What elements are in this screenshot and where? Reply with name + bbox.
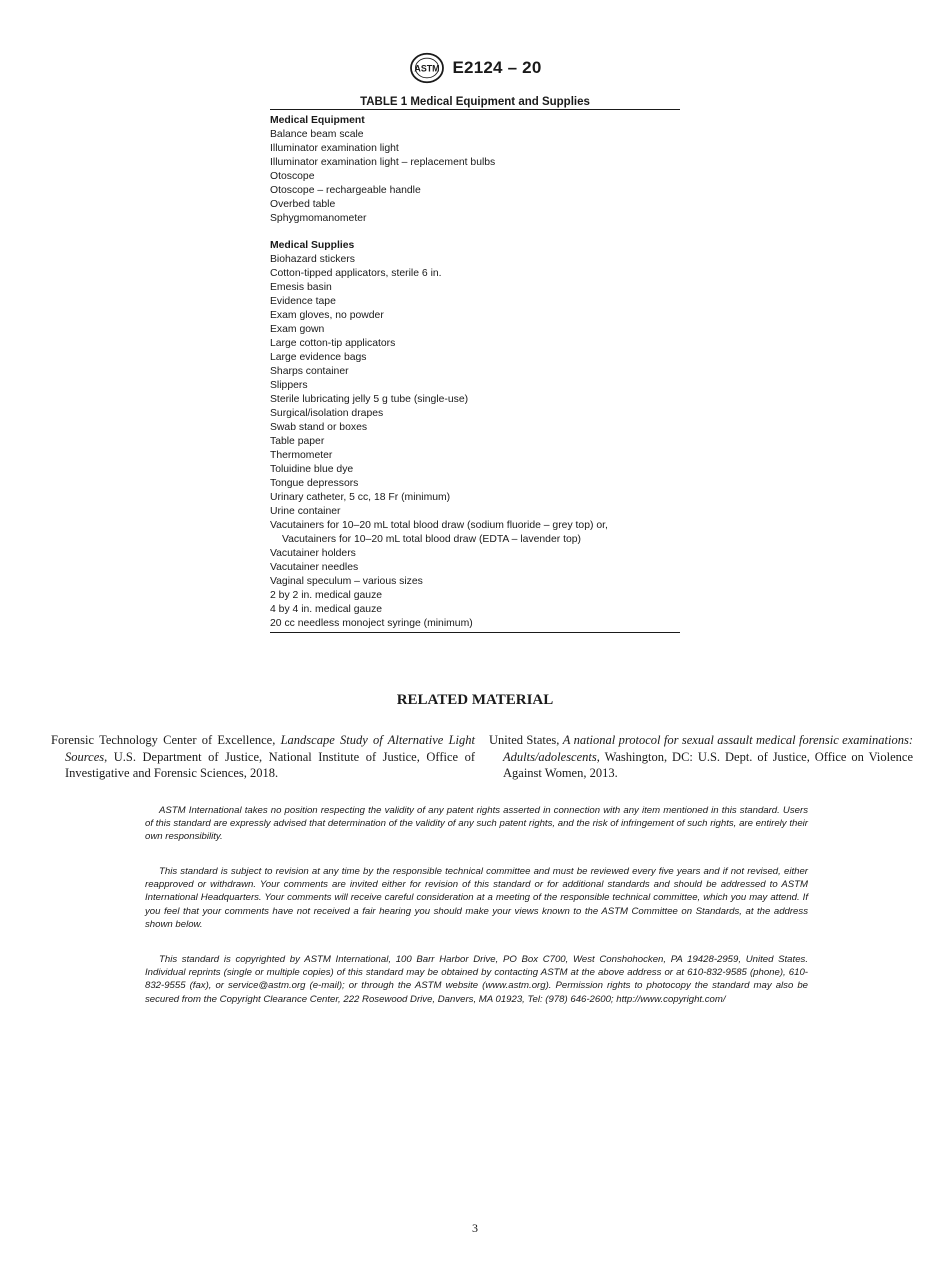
table-row: Surgical/isolation drapes [270, 408, 384, 419]
table-row: Urine container [270, 506, 341, 517]
table-row: Slippers [270, 380, 308, 391]
table-row: 20 cc needless monoject syringe (minimum) [270, 618, 473, 629]
revision-notice: This standard is subject to revision at any time by the responsible technical committee and must be reviewed every five years and if not revised, either reapproved or withdrawn. Your comments are invited either for revision of this standard or for additional standards and should be addressed to ASTM International Headquarters. Your comments will receive careful consideration at a meeting of the responsible technical committee, which you may attend. If you feel that your comments have not received a fair hearing you should make your views known to the ASTM Committee on Standards, at the address shown below. [145, 866, 808, 930]
page-number: 3 [472, 1221, 478, 1235]
table-row: Vacutainer holders [270, 548, 356, 559]
equipment-table [270, 95, 680, 633]
reference-details: , U.S. Department of Justice, National Institute of Justice, Office of Investigative and Forensic Sciences, 2018. [65, 749, 475, 780]
table-bottom-rule [270, 632, 680, 633]
table-row: 4 by 4 in. medical gauze [270, 604, 383, 615]
table-row: Thermometer [270, 450, 333, 461]
table-row: Vacutainers for 10–20 mL total blood draw (sodium fluoride – grey top) or, [270, 520, 608, 531]
table-row: 2 by 2 in. medical gauze [270, 590, 383, 601]
table-row: Biohazard stickers [270, 254, 355, 265]
equipment-list [270, 128, 680, 226]
reference-left [51, 732, 475, 782]
table-row: Overbed table [270, 199, 336, 210]
patent-notice: ASTM International takes no position respecting the validity of any patent rights asserted in connection with any item mentioned in this standard. Users of this standard are expressly advised that determination of the validity of any such patent rights, and the risk of infringement of such rights, are entirely their own responsibility. [145, 805, 808, 843]
astm-logo-icon [409, 52, 445, 84]
table-row: Urinary catheter, 5 cc, 18 Fr (minimum) [270, 492, 451, 503]
table-row: Toluidine blue dye [270, 464, 354, 475]
supplies-heading: Medical Supplies [270, 240, 355, 251]
table-row: Sterile lubricating jelly 5 g tube (single-use) [270, 394, 469, 405]
standard-designation: E2124 – 20 [452, 58, 542, 77]
reference-author: Forensic Technology Center of Excellence, [51, 733, 281, 747]
reference-title: Landscape Study of Alternative Light Sources [65, 733, 475, 764]
related-material-heading: RELATED MATERIAL [396, 692, 554, 708]
table-row: Evidence tape [270, 296, 336, 307]
table-row: Cotton-tipped applicators, sterile 6 in. [270, 268, 442, 279]
svg-text:ASTM: ASTM [413, 63, 440, 74]
table-row: Swab stand or boxes [270, 422, 368, 433]
table-row: Vaginal speculum – various sizes [270, 576, 423, 587]
copyright-notice: This standard is copyrighted by ASTM International, 100 Barr Harbor Drive, PO Box C700, West Conshohocken, PA 19428-2959, United States. Individual reprints (single or multiple copies) of this standard may be obtained by contacting ASTM at the above address or at 610-832-9585 (phone), 610-832-9555 (fax), or service@astm.org (e-mail); or through the ASTM website (www.astm.org). Permission rights to photocopy the standard may also be secured from the Copyright Clearance Center, 222 Rosewood Drive, Danvers, MA 01923, Tel: (978) 646-2600; http://www.copyright.com/ [145, 954, 808, 1005]
table-row: Otoscope [270, 171, 315, 182]
table-row: Emesis basin [270, 282, 332, 293]
table-title: TABLE 1 Medical Equipment and Supplies [360, 96, 590, 108]
table-body [270, 110, 680, 631]
table-row: Large cotton-tip applicators [270, 338, 396, 349]
table-row: Exam gloves, no powder [270, 310, 384, 321]
table-row: Vacutainers for 10–20 mL total blood draw (EDTA – lavender top) [282, 534, 581, 545]
table-row: Illuminator examination light [270, 143, 399, 154]
table-row: Large evidence bags [270, 352, 367, 363]
table-row: Tongue depressors [270, 478, 359, 489]
table-row: Table paper [270, 436, 325, 447]
reference-right [489, 732, 913, 782]
section-gap [270, 226, 680, 239]
supplies-list [270, 253, 680, 631]
table-row: Sharps container [270, 366, 349, 377]
reference-title: A national protocol for sexual assault medical forensic examinations: Adults/adolescents [503, 733, 913, 764]
equipment-heading: Medical Equipment [270, 115, 365, 126]
table-row: Sphygmomanometer [270, 213, 367, 224]
reference-author: United States, [489, 733, 563, 747]
table-row: Balance beam scale [270, 129, 364, 140]
table-row: Otoscope – rechargeable handle [270, 185, 421, 196]
table-row: Vacutainer needles [270, 562, 359, 573]
page-header [0, 50, 950, 86]
table-row: Illuminator examination light – replacement bulbs [270, 157, 496, 168]
reference-details: , Washington, DC: U.S. Dept. of Justice, Office on Violence Against Women, 2013. [503, 749, 913, 780]
table-row: Exam gown [270, 324, 325, 335]
